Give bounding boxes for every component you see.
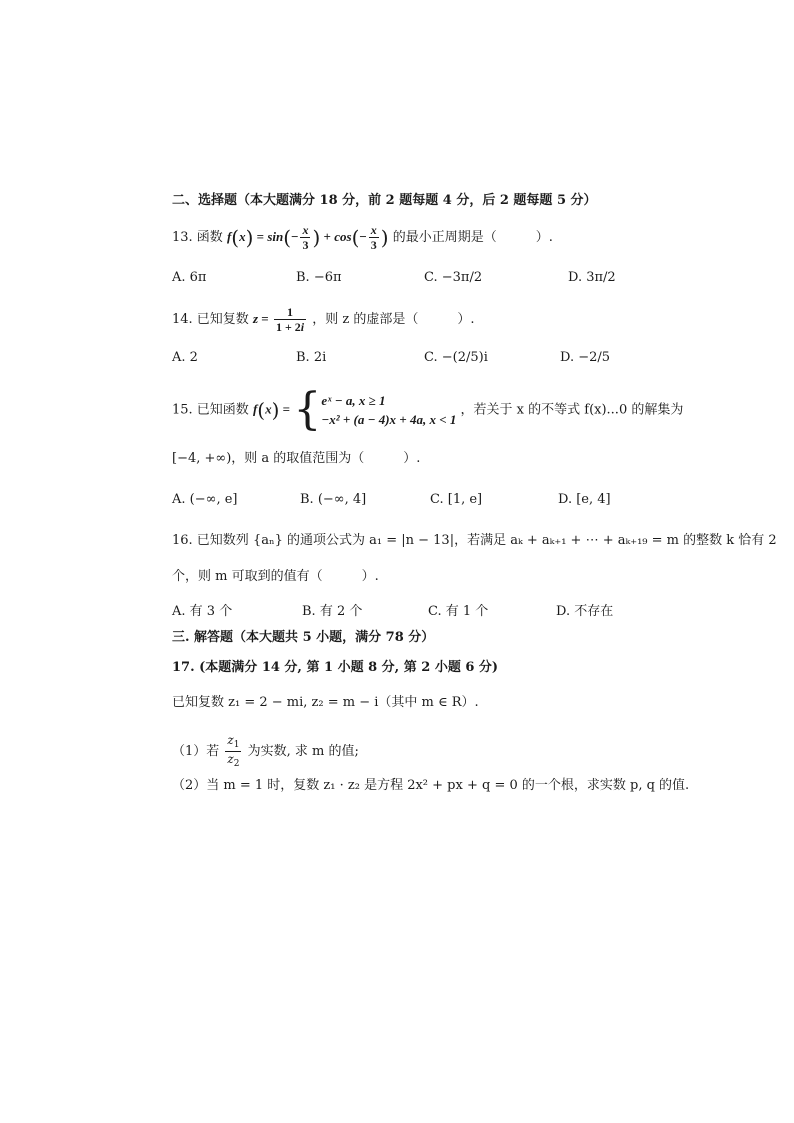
- q13-option-b: B. −6π: [296, 270, 342, 285]
- q15-option-b: B. (−∞, 4]: [300, 492, 367, 507]
- question-15-line-2: [−4, +∞)，则 a 的取值范围为（ ）.: [172, 451, 421, 466]
- question-13-prefix: 13. 函数: [172, 230, 223, 245]
- q16-option-a: A. 有 3 个: [172, 604, 233, 619]
- q16-option-c: C. 有 1 个: [428, 604, 489, 619]
- question-17-part-2: （2）当 m = 1 时，复数 z₁ · z₂ 是方程 2x² + px + q = 0 的一个根，求实数 p, q 的值.: [172, 778, 690, 793]
- question-16-line-2: 个，则 m 可取到的值有（ ）.: [172, 569, 379, 584]
- q15-piece-1: eˣ − a, x ≥ 1: [321, 392, 386, 408]
- q15-option-c: C. [1, e]: [430, 492, 483, 507]
- q16-option-d: D. 不存在: [556, 604, 614, 619]
- question-14-suffix: ，则 z 的虚部是（ ）.: [312, 312, 475, 327]
- q13-option-a: A. 6π: [172, 270, 207, 285]
- section-3-heading: 三. 解答题（本大题共 5 小题，满分 78 分）: [172, 630, 435, 645]
- question-17-part-1: （1）若 $\frac{z_1}{z_2}$ 为实数, 求 m 的值;: [172, 733, 359, 769]
- question-13-stem: 13. 函数 f(x) = sin(− $\frac{x}{3}$ ) + cos(− $\frac{x}{3}$ ) 的最小正周期是（ ）.: [172, 223, 553, 252]
- question-17-part-1-suffix: 为实数, 求 m 的值;: [247, 744, 359, 759]
- question-14-stem: 14. 已知复数 z = $\frac{1}{1 + 2i}$ ，则 z 的虚部是（ ）.: [172, 305, 475, 334]
- question-14-prefix: 14. 已知复数: [172, 312, 249, 327]
- q14-option-b: B. 2i: [296, 350, 327, 365]
- q14-option-c: C. −(2/5)i: [424, 350, 488, 365]
- question-17-heading: 17. (本题满分 14 分, 第 1 小题 8 分, 第 2 小题 6 分): [172, 660, 499, 675]
- question-15-prefix: 15. 已知函数: [172, 402, 249, 418]
- question-15-stem: 15. 已知函数 f(x) = { eˣ − a, x ≥ 1 −x² + (a − 4)x + 4a, x < 1 ，若关于 x 的不等式 f(x)...0 的解集为: [172, 384, 684, 435]
- q15-option-a: A. (−∞, e]: [172, 492, 238, 507]
- q16-option-b: B. 有 2 个: [302, 604, 363, 619]
- q13-option-d: D. 3π/2: [568, 270, 616, 285]
- question-17-stem: 已知复数 z₁ = 2 − mi, z₂ = m − i（其中 m ∈ R）.: [172, 695, 479, 710]
- q14-option-d: D. −2/5: [560, 350, 611, 365]
- q14-option-a: A. 2: [172, 350, 198, 365]
- q15-option-d: D. [e, 4]: [558, 492, 611, 507]
- question-13-suffix: 的最小正周期是（ ）.: [392, 230, 553, 245]
- q15-piece-2: −x² + (a − 4)x + 4a, x < 1: [321, 412, 457, 427]
- section-2-heading: 二、选择题（本大题满分 18 分，前 2 题每题 4 分，后 2 题每题 5 分）: [172, 193, 597, 208]
- question-17-part-1-prefix: （1）若: [172, 744, 220, 759]
- question-16-line-1: 16. 已知数列 {aₙ} 的通项公式为 a₁ = |n − 13|，若满足 aₖ + aₖ₊₁ + ⋯ + aₖ₊₁₉ = m 的整数 k 恰有 2: [172, 533, 777, 548]
- q13-option-c: C. −3π/2: [424, 270, 483, 285]
- question-15-mid: ，若关于 x 的不等式 f(x)...0 的解集为: [460, 402, 684, 418]
